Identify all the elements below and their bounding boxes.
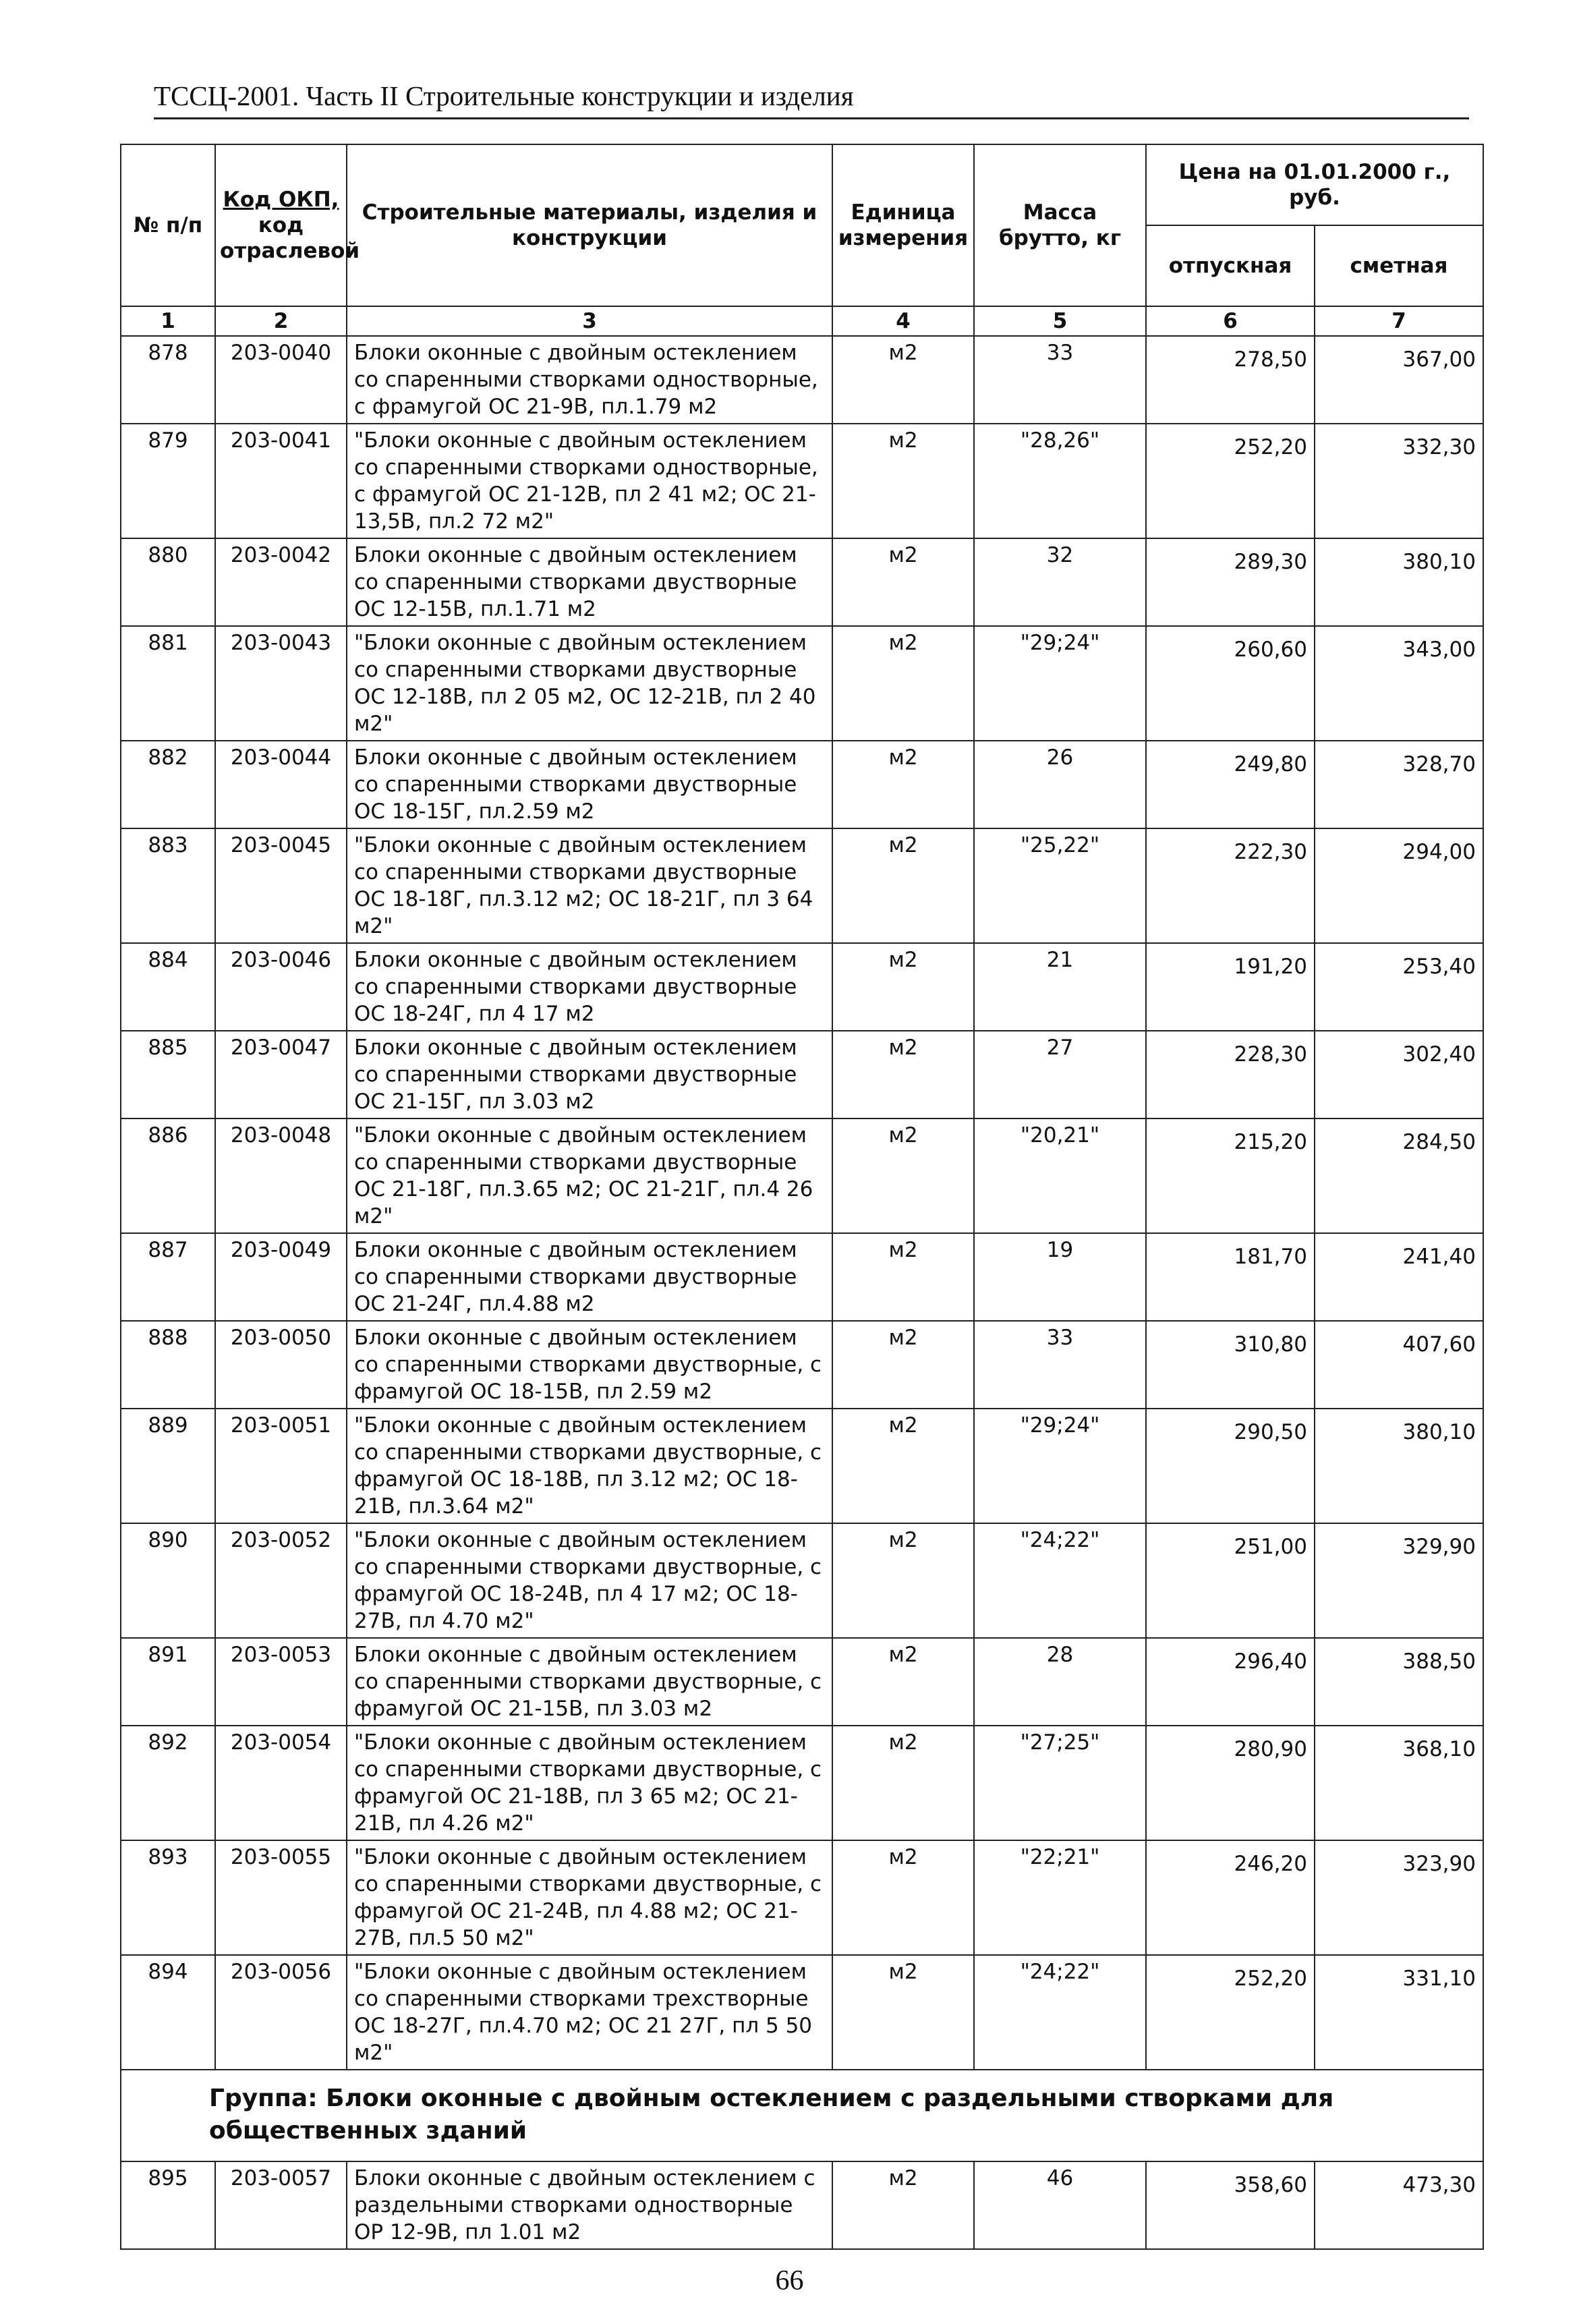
- table-row: [121, 2161, 1483, 2249]
- gross-mass-cell: 27: [974, 1031, 1146, 1118]
- gross-mass-cell: "28,26": [974, 424, 1146, 538]
- row-number-cell: 884: [121, 943, 215, 1031]
- column-number: 4: [832, 306, 974, 336]
- row-number-cell: 888: [121, 1321, 215, 1409]
- item-name-cell: "Блоки оконные с двойным остеклением со спаренными створками трехстворные ОС 18-27Г, пл.4.70 м2; ОС 21 27Г, пл 5 50 м2": [347, 1955, 832, 2070]
- item-name-cell: Блоки оконные с двойным остеклением со спаренными створками одностворные, с фрамугой ОС 21-9В, пл.1.79 м2: [347, 336, 832, 424]
- item-name-cell: "Блоки оконные с двойным остеклением со спаренными створками двустворные ОС 18-18Г, пл.3.12 м2; ОС 18-21Г, пл 3 64 м2": [347, 828, 832, 943]
- header-num: № п/п: [121, 144, 215, 306]
- item-name-cell: Блоки оконные с двойным остеклением со спаренными створками двустворные, с фрамугой ОС 18-15В, пл 2.59 м2: [347, 1321, 832, 1409]
- estimate-price-cell: 380,10: [1315, 1409, 1483, 1523]
- group-row: [121, 2070, 1483, 2161]
- gross-mass-cell: "27;25": [974, 1726, 1146, 1840]
- release-price-cell: 181,70: [1146, 1233, 1315, 1321]
- gross-mass-cell: "24;22": [974, 1955, 1146, 2070]
- column-number: 5: [974, 306, 1146, 336]
- row-number-cell: 894: [121, 1955, 215, 2070]
- column-number: 6: [1146, 306, 1315, 336]
- okp-code-cell: 203-0042: [215, 538, 347, 626]
- release-price-cell: 290,50: [1146, 1409, 1315, 1523]
- unit-cell: м2: [832, 1233, 974, 1321]
- row-number-cell: 882: [121, 741, 215, 828]
- row-number-cell: 887: [121, 1233, 215, 1321]
- item-name-cell: "Блоки оконные с двойным остеклением со спаренными створками двустворные, с фрамугой ОС 18-18В, пл 3.12 м2; ОС 18-21В, пл.3.64 м2": [347, 1409, 832, 1523]
- gross-mass-cell: 19: [974, 1233, 1146, 1321]
- item-name-cell: "Блоки оконные с двойным остеклением со спаренными створками двустворные, с фрамугой ОС 21-18В, пл 3 65 м2; ОС 21-21В, пл 4.26 м2": [347, 1726, 832, 1840]
- row-number-cell: 879: [121, 424, 215, 538]
- row-number-cell: 881: [121, 626, 215, 741]
- estimate-price-cell: 323,90: [1315, 1840, 1483, 1955]
- estimate-price-cell: 331,10: [1315, 1955, 1483, 2070]
- unit-cell: м2: [832, 424, 974, 538]
- gross-mass-cell: 21: [974, 943, 1146, 1031]
- estimate-price-cell: 407,60: [1315, 1321, 1483, 1409]
- table-row: [121, 1321, 1483, 1409]
- table-header: [121, 144, 1483, 306]
- estimate-price-cell: 368,10: [1315, 1726, 1483, 1840]
- okp-code-cell: 203-0045: [215, 828, 347, 943]
- okp-code-cell: 203-0043: [215, 626, 347, 741]
- okp-code-cell: 203-0051: [215, 1409, 347, 1523]
- row-number-cell: 892: [121, 1726, 215, 1840]
- okp-code-cell: 203-0056: [215, 1955, 347, 2070]
- column-number: 2: [215, 306, 347, 336]
- header-code-okp: Код ОКП,: [223, 188, 339, 212]
- table-row: [121, 1409, 1483, 1523]
- estimate-price-cell: 380,10: [1315, 538, 1483, 626]
- page-number: 66: [775, 2265, 804, 2296]
- estimate-price-cell: 284,50: [1315, 1118, 1483, 1233]
- header-price-release: отпускная: [1146, 225, 1315, 306]
- unit-cell: м2: [832, 1726, 974, 1840]
- item-name-cell: Блоки оконные с двойным остеклением со спаренными створками двустворные, с фрамугой ОС 21-15В, пл 3.03 м2: [347, 1638, 832, 1726]
- header-price-estimate: сметная: [1315, 225, 1483, 306]
- item-name-cell: "Блоки оконные с двойным остеклением со спаренными створками двустворные, с фрамугой ОС 21-24В, пл 4.88 м2; ОС 21-27В, пл.5 50 м2": [347, 1840, 832, 1955]
- column-number-row: [121, 306, 1483, 336]
- table-row: [121, 1118, 1483, 1233]
- table-row: [121, 1840, 1483, 1955]
- unit-cell: м2: [832, 741, 974, 828]
- table-row: [121, 424, 1483, 538]
- header-unit: Единица измерения: [832, 144, 974, 306]
- item-name-cell: "Блоки оконные с двойным остеклением со спаренными створками одностворные, с фрамугой ОС 21-12В, пл 2 41 м2; ОС 21-13,5В, пл.2 72 м2": [347, 424, 832, 538]
- table-row: [121, 1523, 1483, 1638]
- table-body: [121, 306, 1483, 2249]
- release-price-cell: 289,30: [1146, 538, 1315, 626]
- header-name: Строительные материалы, изделия и конструкции: [347, 144, 832, 306]
- table-row: [121, 538, 1483, 626]
- gross-mass-cell: 26: [974, 741, 1146, 828]
- gross-mass-cell: 46: [974, 2161, 1146, 2249]
- row-number-cell: 883: [121, 828, 215, 943]
- okp-code-cell: 203-0049: [215, 1233, 347, 1321]
- unit-cell: м2: [832, 1523, 974, 1638]
- gross-mass-cell: "29;24": [974, 1409, 1146, 1523]
- release-price-cell: 252,20: [1146, 424, 1315, 538]
- unit-cell: м2: [832, 538, 974, 626]
- column-number: 7: [1315, 306, 1483, 336]
- group-title: Группа: Блоки оконные с двойным остеклением с раздельными створками для общественных зданий: [121, 2070, 1483, 2161]
- table-row: [121, 828, 1483, 943]
- header-price-group: Цена на 01.01.2000 г., руб.: [1146, 144, 1483, 225]
- row-number-cell: 891: [121, 1638, 215, 1726]
- release-price-cell: 222,30: [1146, 828, 1315, 943]
- okp-code-cell: 203-0052: [215, 1523, 347, 1638]
- unit-cell: м2: [832, 336, 974, 424]
- table-row: [121, 741, 1483, 828]
- table-row: [121, 626, 1483, 741]
- release-price-cell: 252,20: [1146, 1955, 1315, 2070]
- gross-mass-cell: 33: [974, 336, 1146, 424]
- gross-mass-cell: 33: [974, 1321, 1146, 1409]
- item-name-cell: "Блоки оконные с двойным остеклением со спаренными створками двустворные ОС 12-18В, пл 2 05 м2, ОС 12-21В, пл 2 40 м2": [347, 626, 832, 741]
- release-price-cell: 191,20: [1146, 943, 1315, 1031]
- release-price-cell: 249,80: [1146, 741, 1315, 828]
- okp-code-cell: 203-0047: [215, 1031, 347, 1118]
- unit-cell: м2: [832, 828, 974, 943]
- estimate-price-cell: 367,00: [1315, 336, 1483, 424]
- estimate-price-cell: 241,40: [1315, 1233, 1483, 1321]
- item-name-cell: Блоки оконные с двойным остеклением с раздельными створками одностворные ОР 12-9В, пл 1.01 м2: [347, 2161, 832, 2249]
- release-price-cell: 280,90: [1146, 1726, 1315, 1840]
- estimate-price-cell: 253,40: [1315, 943, 1483, 1031]
- item-name-cell: Блоки оконные с двойным остеклением со спаренными створками двустворные ОС 12-15В, пл.1.71 м2: [347, 538, 832, 626]
- release-price-cell: 251,00: [1146, 1523, 1315, 1638]
- release-price-cell: 228,30: [1146, 1031, 1315, 1118]
- unit-cell: м2: [832, 626, 974, 741]
- release-price-cell: 260,60: [1146, 626, 1315, 741]
- okp-code-cell: 203-0041: [215, 424, 347, 538]
- okp-code-cell: 203-0054: [215, 1726, 347, 1840]
- header-mass: Масса брутто, кг: [974, 144, 1146, 306]
- okp-code-cell: 203-0048: [215, 1118, 347, 1233]
- header-code: [215, 144, 360, 306]
- gross-mass-cell: 32: [974, 538, 1146, 626]
- header-code-branch: код отраслевой: [220, 213, 360, 263]
- okp-code-cell: 203-0040: [215, 336, 347, 424]
- item-name-cell: "Блоки оконные с двойным остеклением со спаренными створками двустворные ОС 21-18Г, пл.3.65 м2; ОС 21-21Г, пл.4 26 м2": [347, 1118, 832, 1233]
- estimate-price-cell: 473,30: [1315, 2161, 1483, 2249]
- okp-code-cell: 203-0053: [215, 1638, 347, 1726]
- gross-mass-cell: 28: [974, 1638, 1146, 1726]
- page-header: ТССЦ-2001. Часть II Строительные конструкции и изделия: [154, 80, 1469, 119]
- column-number: 1: [121, 306, 215, 336]
- row-number-cell: 880: [121, 538, 215, 626]
- estimate-price-cell: 294,00: [1315, 828, 1483, 943]
- unit-cell: м2: [832, 1031, 974, 1118]
- table-row: [121, 336, 1483, 424]
- estimate-price-cell: 343,00: [1315, 626, 1483, 741]
- row-number-cell: 885: [121, 1031, 215, 1118]
- release-price-cell: 246,20: [1146, 1840, 1315, 1955]
- table-row: [121, 1726, 1483, 1840]
- gross-mass-cell: "29;24": [974, 626, 1146, 741]
- okp-code-cell: 203-0057: [215, 2161, 347, 2249]
- item-name-cell: Блоки оконные с двойным остеклением со спаренными створками двустворные ОС 18-24Г, пл 4 17 м2: [347, 943, 832, 1031]
- estimate-price-cell: 302,40: [1315, 1031, 1483, 1118]
- table-row: [121, 1638, 1483, 1726]
- release-price-cell: 278,50: [1146, 336, 1315, 424]
- estimate-price-cell: 388,50: [1315, 1638, 1483, 1726]
- row-number-cell: 878: [121, 336, 215, 424]
- price-table: [120, 144, 1484, 2250]
- gross-mass-cell: "20,21": [974, 1118, 1146, 1233]
- row-number-cell: 895: [121, 2161, 215, 2249]
- unit-cell: м2: [832, 1840, 974, 1955]
- release-price-cell: 215,20: [1146, 1118, 1315, 1233]
- column-number: 3: [347, 306, 832, 336]
- unit-cell: м2: [832, 1955, 974, 2070]
- release-price-cell: 358,60: [1146, 2161, 1315, 2249]
- table-row: [121, 1955, 1483, 2070]
- item-name-cell: "Блоки оконные с двойным остеклением со спаренными створками двустворные, с фрамугой ОС 18-24В, пл 4 17 м2; ОС 18-27В, пл 4.70 м2": [347, 1523, 832, 1638]
- table-row: [121, 1031, 1483, 1118]
- gross-mass-cell: "24;22": [974, 1523, 1146, 1638]
- table-row: [121, 1233, 1483, 1321]
- gross-mass-cell: "25,22": [974, 828, 1146, 943]
- unit-cell: м2: [832, 943, 974, 1031]
- estimate-price-cell: 328,70: [1315, 741, 1483, 828]
- unit-cell: м2: [832, 1409, 974, 1523]
- unit-cell: м2: [832, 1118, 974, 1233]
- row-number-cell: 889: [121, 1409, 215, 1523]
- row-number-cell: 890: [121, 1523, 215, 1638]
- okp-code-cell: 203-0055: [215, 1840, 347, 1955]
- unit-cell: м2: [832, 1638, 974, 1726]
- gross-mass-cell: "22;21": [974, 1840, 1146, 1955]
- okp-code-cell: 203-0050: [215, 1321, 347, 1409]
- table-row: [121, 943, 1483, 1031]
- unit-cell: м2: [832, 2161, 974, 2249]
- release-price-cell: 310,80: [1146, 1321, 1315, 1409]
- okp-code-cell: 203-0046: [215, 943, 347, 1031]
- item-name-cell: Блоки оконные с двойным остеклением со спаренными створками двустворные ОС 18-15Г, пл.2.59 м2: [347, 741, 832, 828]
- item-name-cell: Блоки оконные с двойным остеклением со спаренными створками двустворные ОС 21-24Г, пл.4.88 м2: [347, 1233, 832, 1321]
- release-price-cell: 296,40: [1146, 1638, 1315, 1726]
- row-number-cell: 893: [121, 1840, 215, 1955]
- item-name-cell: Блоки оконные с двойным остеклением со спаренными створками двустворные ОС 21-15Г, пл 3.03 м2: [347, 1031, 832, 1118]
- estimate-price-cell: 332,30: [1315, 424, 1483, 538]
- unit-cell: м2: [832, 1321, 974, 1409]
- okp-code-cell: 203-0044: [215, 741, 347, 828]
- estimate-price-cell: 329,90: [1315, 1523, 1483, 1638]
- row-number-cell: 886: [121, 1118, 215, 1233]
